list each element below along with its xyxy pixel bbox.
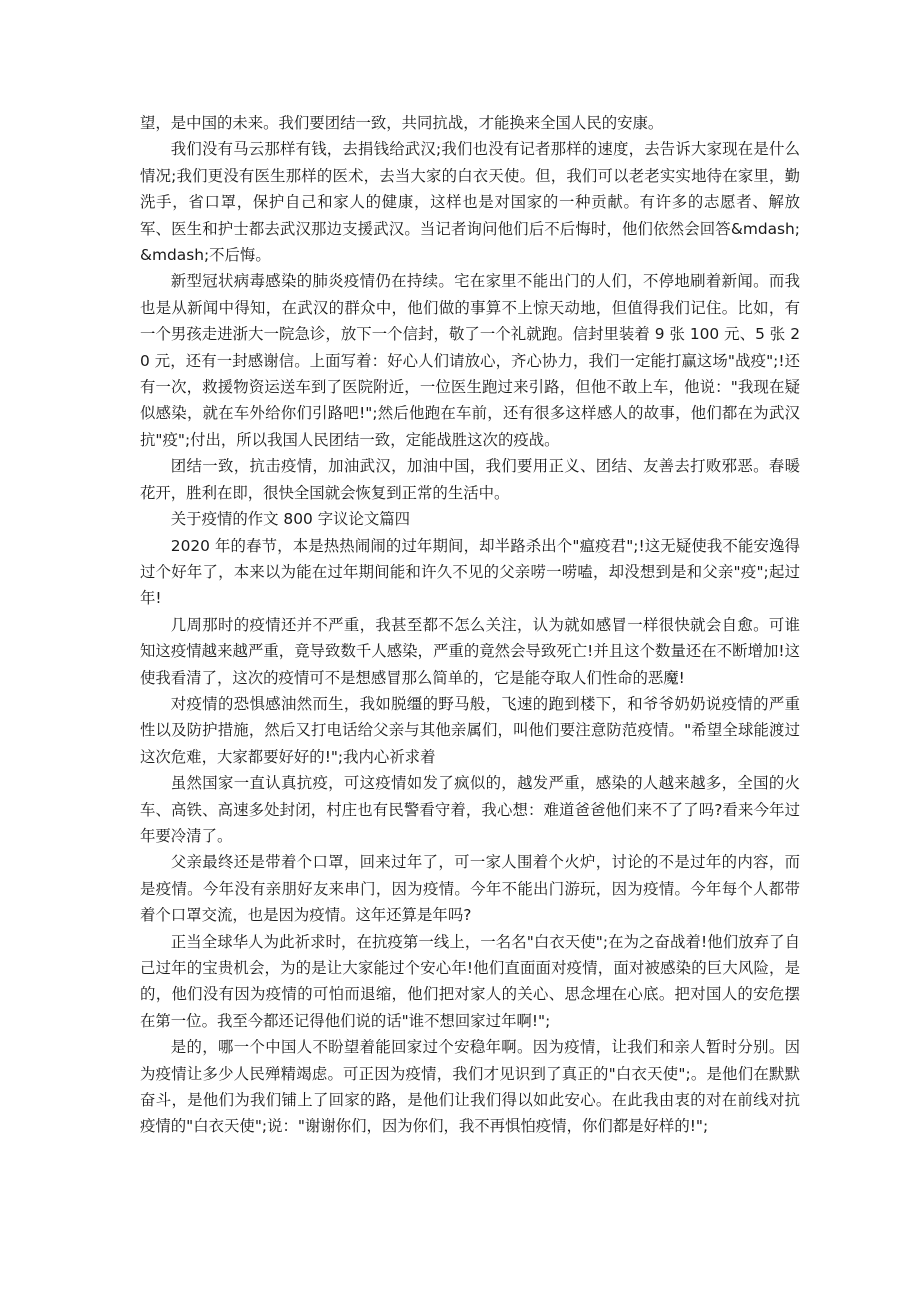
paragraph: 2020 年的春节，本是热热闹闹的过年期间，却半路杀出个"瘟疫君";!这无疑使我不能安逸得过个好年了，本来以为能在过年期间能和许久不见的父亲唠一唠嗑，却没想到是和父亲"疫";起过年! [140,536,800,608]
paragraph: 新型冠状病毒感染的肺炎疫情仍在持续。宅在家里不能出门的人们，不停地刷着新闻。而我也是从新闻中得知，在武汉的群众中，他们做的事算不上惊天动地，但值得我们记住。比如，有一个男孩走进浙大一院急诊，放下一个信封，敬了一个礼就跑。信封里装着 9 张 100 元、5 张 20 元，还有一封感谢信。上面写着：好心人们请放心，齐心协力，我们一定能打赢这场"战疫";!还有一次，救援物资运送车到了医院附近，一位医生跑过来引路，但他不敢上车，他说："我现在疑似感染，就在车外给你们引路吧!";然后他跑在车前，还有很多这样感人的故事，他们都在为武汉抗"疫";付出，所以我国人民团结一致，定能战胜这次的疫战。 [140,272,800,449]
paragraph: 团结一致，抗击疫情，加油武汉，加油中国，我们要用正义、团结、友善去打败邪恶。春暖花开，胜利在即，很快全国就会恢复到正常的生活中。 [140,457,800,502]
paragraph: 是的，哪一个中国人不盼望着能回家过个安稳年啊。因为疫情，让我们和亲人暂时分别。因为疫情让多少人民殚精竭虑。可正因为疫情，我们才见识到了真正的"白衣天使";。是他们在默默奋斗，是他们为我们铺上了回家的路，是他们让我们得以如此安心。在此我由衷的对在前线对抗疫情的"白衣天使";说："谢谢你们，因为你们，我不再惧怕疫情，你们都是好样的!"; [140,1038,800,1136]
paragraph: 几周那时的疫情还并不严重，我甚至都不怎么关注，认为就如感冒一样很快就会自愈。可谁知这疫情越来越严重，竟导致数千人感染，严重的竟然会导致死亡!并且这个数量还在不断增加!这使我看清了，这次的疫情可不是想感冒那么简单的，它是能夺取人们性命的恶魔! [140,615,800,687]
paragraph: 对疫情的恐惧感油然而生，我如脱缰的野马般，飞速的跑到楼下，和爷爷奶奶说疫情的严重性以及防护措施，然后又打电话给父亲与其他亲属们，叫他们要注意防范疫情。"希望全球能渡过这次危难，大家都要好好的!";我内心祈求着 [140,694,800,766]
paragraph: 望，是中国的未来。我们要团结一致，共同抗战，才能换来全国人民的安康。 [140,114,664,132]
document-body [140,110,800,1140]
section-heading: 关于疫情的作文 800 字议论文篇四 [170,510,411,529]
paragraph: 正当全球华人为此祈求时，在抗疫第一线上，一名名"白衣天使";在为之奋战着!他们放弃了自己过年的宝贵机会，为的是让大家能过个安心年!他们直面面对疫情，面对被感染的巨大风险，是的，他们没有因为疫情的可怕而退缩，他们把对家人的关心、思念埋在心底。把对国人的安危摆在第一位。我至今都还记得他们说的话"谁不想回家过年啊!"; [140,932,800,1030]
paragraph: 父亲最终还是带着个口罩，回来过年了，可一家人围着个火炉，讨论的不是过年的内容，而是疫情。今年没有亲朋好友来串门，因为疫情。今年不能出门游玩，因为疫情。今年每个人都带着个口罩交流，也是因为疫情。这年还算是年吗? [140,853,800,925]
paragraph: 虽然国家一直认真抗疫，可这疫情如发了疯似的，越发严重，感染的人越来越多，全国的火车、高铁、高速多处封闭，村庄也有民警看守着，我心想：难道爸爸他们来不了了吗?看来今年过年要冷清了。 [140,774,800,845]
paragraph: 我们没有马云那样有钱，去捐钱给武汉;我们也没有记者那样的速度，去告诉大家现在是什么情况;我们更没有医生那样的医术，去当大家的白衣天使。但，我们可以老老实实地待在家里，勤洗手，省口罩，保护自己和家人的健康，这样也是对国家的一种贡献。有许多的志愿者、解放军、医生和护士都去武汉那边支援武汉。当记者询问他们后不后悔时，他们依然会回答&mdash;&mdash;不后悔。 [140,140,800,265]
